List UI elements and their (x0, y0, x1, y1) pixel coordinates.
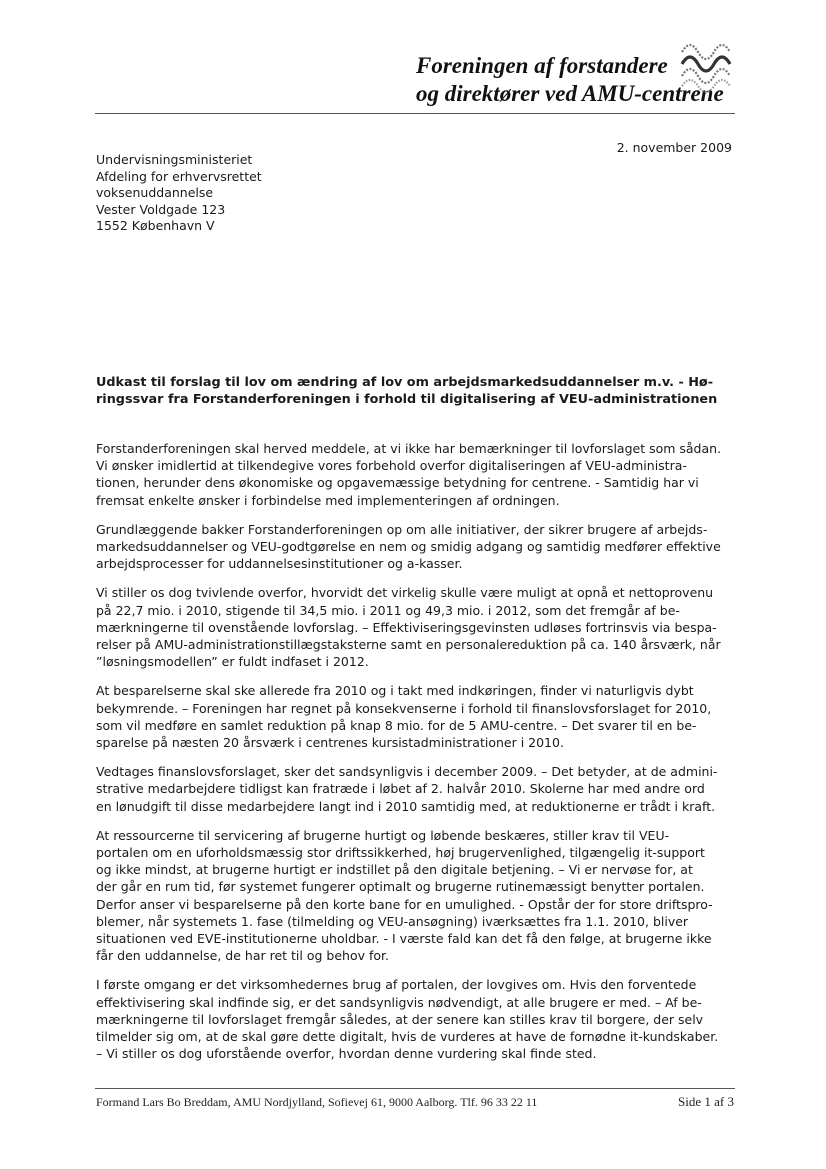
org-name-line2: og direktører ved AMU-centrene (416, 81, 724, 106)
text-line: tionen, herunder dens økonomiske og opgavemæssige betydning for centrene. - Samtidig har vi (96, 475, 699, 491)
text-line: Vi stiller os dog tvivlende overfor, hvorvidt det virkelig skulle være muligt at opnå et nettoprovenu (96, 585, 714, 601)
text-line: mærkningerne til ovenstående lovforslag. – Effektiviseringsgevinsten udløses fortrinsvis via bespa- (96, 619, 717, 635)
text-line: sparelse på næsten 20 årsværk i centrenes kursistadministrationer i 2010. (96, 735, 564, 751)
text-line: som vil medføre en samlet reduktion på knap 8 mio. for de 5 AMU-centre. – Det svarer til en be- (96, 717, 697, 733)
footer-divider (95, 1088, 735, 1089)
text-line: Forstanderforeningen skal herved meddele, at vi ikke har bemærkninger til lovforslaget som sådan. (96, 441, 722, 456)
text-line: Derfor anser vi besparelserne på den korte bane for en umulighed. - Opstår der for store driftspro- (96, 896, 713, 912)
address-line: 1552 København V (96, 218, 215, 233)
text-line: ”løsningsmodellen” er fuldt indfaset i 2012. (96, 654, 369, 670)
text-line: Grundlæggende bakker Forstanderforeningen op om alle initiativer, der sikrer brugere af arbejds- (96, 521, 708, 537)
text-line: bekymrende. – Foreningen har regnet på konsekvenserne i forhold til finanslovsforslaget for 2010, (96, 700, 712, 716)
text-line: arbejdsprocesser for uddannelsesinstitutioner og a-kasser. (96, 556, 463, 572)
text-line: og ikke mindst, at brugerne hurtigt er indstillet på den digitale betjening. – Vi er nervøse for, at (96, 862, 693, 878)
body-paragraph (96, 763, 742, 815)
text-line: en lønudgift til disse medarbejdere langt ind i 2010 samtidig med, at reduktionerne er trådt i kraft. (96, 798, 716, 814)
text-line: blemer, når systemets 1. fase (tilmelding og VEU-ansøgning) iværksættes fra 1.1. 2010, bliver (96, 913, 689, 929)
letter-body (96, 440, 742, 1075)
body-paragraph (96, 584, 742, 670)
letter-subject (96, 374, 736, 408)
address-line: voksenuddannelse (96, 185, 214, 200)
text-line: – Vi stiller os dog uforstående overfor, hvordan denne vurdering skal finde sted. (96, 1046, 597, 1062)
body-paragraph (96, 827, 742, 965)
text-line: strative medarbejdere tidligst kan fratræde i løbet af 2. halvår 2010. Skolerne har med andre ord (96, 781, 705, 797)
footer-address: Formand Lars Bo Breddam, AMU Nordjylland, Sofievej 61, 9000 Aalborg. Tlf. 96 33 22 11 (96, 1095, 538, 1109)
text-line: mærkningerne til lovforslaget fremgår således, at der senere kan stilles krav til borgere, der selv (96, 1011, 704, 1027)
text-line: fremsat enkelte ønsker i forbindelse med implementeringen af ordningen. (96, 492, 560, 508)
text-line: effektivisering skal indfinde sig, er det sandsynligvis nødvendigt, at alle brugere er med. – Af be- (96, 994, 702, 1010)
text-line: får den uddannelse, de har ret til og behov for. (96, 948, 389, 964)
text-line: situationen ved EVE-institutionerne uholdbar. - I værste fald kan det få den følge, at brugerne ikke (96, 931, 712, 947)
text-line: At ressourcerne til servicering af brugerne hurtigt og løbende beskæres, stiller krav til VEU- (96, 827, 670, 843)
recipient-address (96, 152, 262, 235)
org-name-line1: Foreningen af forstandere (416, 53, 668, 78)
letter-date: 2. november 2009 (616, 140, 732, 155)
address-line: Afdeling for erhvervsrettet (96, 168, 262, 184)
text-line: I første omgang er det virksomhedernes brug af portalen, der lovgives om. Hvis den forventede (96, 977, 697, 993)
body-paragraph (96, 682, 742, 751)
body-paragraph (96, 440, 742, 509)
text-line: Vi ønsker imidlertid at tilkendegive vores forbehold overfor digitaliseringen af VEU-administra- (96, 458, 687, 474)
body-paragraph (96, 976, 742, 1062)
text-line: markedsuddannelser og VEU-godtgørelse en nem og smidig adgang og samtidig medfører effektive (96, 539, 721, 555)
text-line: der går en rum tid, før systemet fungerer optimalt og brugerne rutinemæssigt benytter portalen. (96, 879, 705, 895)
text-line: relser på AMU-administrationstillægstaksterne samt en personalereduktion på ca. 140 årsværk, når (96, 637, 721, 653)
subject-line: ringssvar fra Forstanderforeningen i forhold til digitalisering af VEU-administrationen (96, 392, 718, 407)
address-line: Undervisningsministeriet (96, 152, 253, 167)
text-line: på 22,7 mio. i 2010, stigende til 34,5 mio. i 2011 og 49,3 mio. i 2012, som det fremgår af be- (96, 602, 680, 618)
text-line: At besparelserne skal ske allerede fra 2010 og i takt med indkøringen, finder vi naturligvis dybt (96, 683, 694, 699)
text-line: tilmelder sig om, at de skal gøre dette digitalt, hvis de vurderes at have de fornødne it-kundskaber. (96, 1029, 719, 1045)
address-line: Vester Voldgade 123 (96, 201, 226, 217)
subject-line: Udkast til forslag til lov om ændring af lov om arbejdsmarkedsuddannelser m.v. - Hø- (96, 375, 714, 390)
wave-logo-icon (676, 34, 738, 94)
text-line: portalen om en uforholdsmæssig stor driftssikkerhed, høj brugervenlighed, tilgængelig it-support (96, 845, 705, 861)
text-line: Vedtages finanslovsforslaget, sker det sandsynligvis i december 2009. – Det betyder, at de admini- (96, 764, 718, 780)
header-divider (95, 113, 735, 114)
body-paragraph (96, 521, 742, 573)
page-number: Side 1 af 3 (678, 1094, 734, 1109)
